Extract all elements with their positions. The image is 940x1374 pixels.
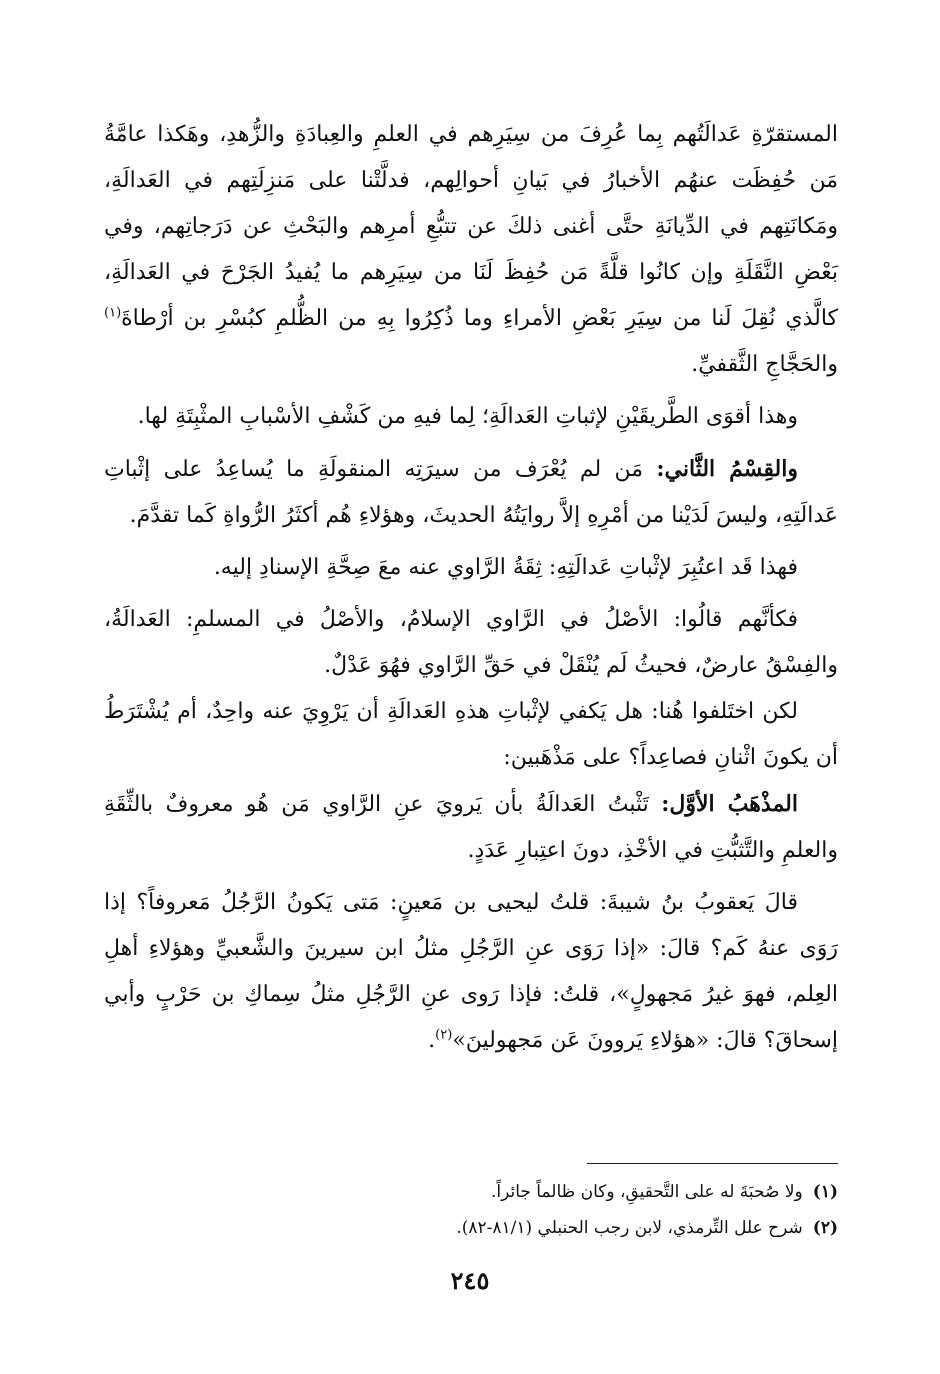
paragraph-4: فهذا قَد اعتُبِرَ لإثْباتِ عَدالَتِهِ: ثِقَةُ الرَّاوي عنه معَ صِحَّةِ الإسنادِ إليه. bbox=[213, 555, 798, 580]
section-heading-first-school: المذْهَبُ الأوَّل: bbox=[661, 791, 798, 817]
paragraph-3: والقِسْمُ الثَّاني: مَن لم يُعْرَف من سيرَتِه المنقولَةِ ما يُساعِدُ على إثْباتِ عَدالَتِهِ، وليسَ لَدَيْنا من أمْرِهِ إلاَّ روايَتُهُ الحديثَ، وهؤلاءِ هُم أكثَرُ الرُّواةِ كَما تقدَّمَ. bbox=[104, 456, 838, 528]
footnote-separator bbox=[587, 1163, 838, 1164]
body-text bbox=[104, 112, 838, 1064]
paragraph-6: لكن اختَلفوا هُنا: هل يَكفي لإثْباتِ هذهِ العَدالَةِ أن يَرْوِيَ عنه واحِدٌ، أم يُشْتَرَطُ أن يكونَ اثْنانِ فصاعِداً؟ على مَذْهَبين: bbox=[104, 699, 838, 770]
footnote-1: (١)ولا صُحبَةَ له على التَّحقيقِ، وكان ظالماً جائراً. bbox=[490, 1182, 838, 1202]
paragraph-7: المذْهَبُ الأوَّل: تَثْبتُ العَدالَةُ بأن يَرويَ عنِ الرَّاوي مَن هُو معروفٌ بالثِّقَةِ والعلمِ والتَّثبُّتِ في الأخْذِ، دونَ اعتِبارِ عَدَدٍ. bbox=[104, 791, 838, 863]
footnote-ref-2[interactable]: (٢) bbox=[435, 1027, 453, 1043]
paragraph-2: وهذا أقوَى الطَّريقَيْنِ لإثباتِ العَدالَةِ؛ لِما فيهِ من كَشْفِ الأسْبابِ المثْبِتَةِ لها. bbox=[137, 404, 798, 429]
footnote-2: (٢)شرح علل التِّرمذي، لابن رجب الحنبلي (٨١/١-٨٢). bbox=[456, 1218, 838, 1238]
page-number: ٢٤٥ bbox=[450, 1266, 490, 1295]
paragraph-8: قالَ يَعقوبُ بنُ شيبةَ: قلتُ ليحيى بن مَعينٍ: مَتى يَكونُ الرَّجُلُ مَعروفاً؟ إذا رَوَى عنهُ كَم؟ قالَ: «إذا رَوَى عنِ الرَّجُلِ مثلُ ابن سيرينَ والشَّعبيِّ وهؤلاءِ أهلِ العِلم، فهوَ غيرُ مَجهولٍ»، قلتُ: فإذا رَوى عنِ الرَّجُلِ مثلُ سِماكِ بن حَرْبٍ وأبي إسحاقَ؟ قالَ: «هؤلاءِ يَروونَ عَن مَجهولينَ»$^{(٢)}$. bbox=[104, 890, 838, 1053]
paragraph-1: المستقرّةِ عَدالَتُهم بِما عُرِفَ من سِيَرِهم في العلمِ والعِبادَةِ والزُّهدِ، وهَكذا عامَّةُ مَن حُفِظَت عنهُم الأخبارُ في بَيانِ أحوالِهم، فدلَّتْنا على مَنزِلَتِهم في العَدالَةِ، ومَكانَتِهم في الدِّيانَةِ حتَّى أغنى ذلكَ عن تتبُّعِ أمرِهم والبَحْثِ عن دَرَجاتِهم، وفي بَعْضِ النَّقَلَةِ وإن كانُوا قلَّةً مَن حُفِظَ لَنَا من سِيَرِهم ما يُفيدُ الجَرْحَ في العَدالَةِ، كالَّذي نُقِلَ لَنا من سِيَرِ بَعْضِ الأمراءِ وما ذُكِرُوا بِهِ من الظُّلمِ كبُسْرِ بن أرْطاةَ$^{(١)}$ والحَجَّاجِ الثَّقفيِّ. bbox=[104, 122, 839, 377]
section-heading-second: والقِسْمُ الثَّاني: bbox=[656, 456, 799, 482]
footnote-ref-1[interactable]: (١) bbox=[104, 305, 122, 321]
footnotes bbox=[104, 1174, 838, 1246]
paragraph-5: فكأنَّهم قالُوا: الأصْلُ في الرَّاوي الإسلامُ، والأصْلُ في المسلمِ: العَدالَةُ، والفِسْقُ عارضٌ، فحيثُ لَم يُنْقَلْ في حَقِّ الرَّاوي فهُوَ عَدْلٌ. bbox=[104, 607, 838, 678]
